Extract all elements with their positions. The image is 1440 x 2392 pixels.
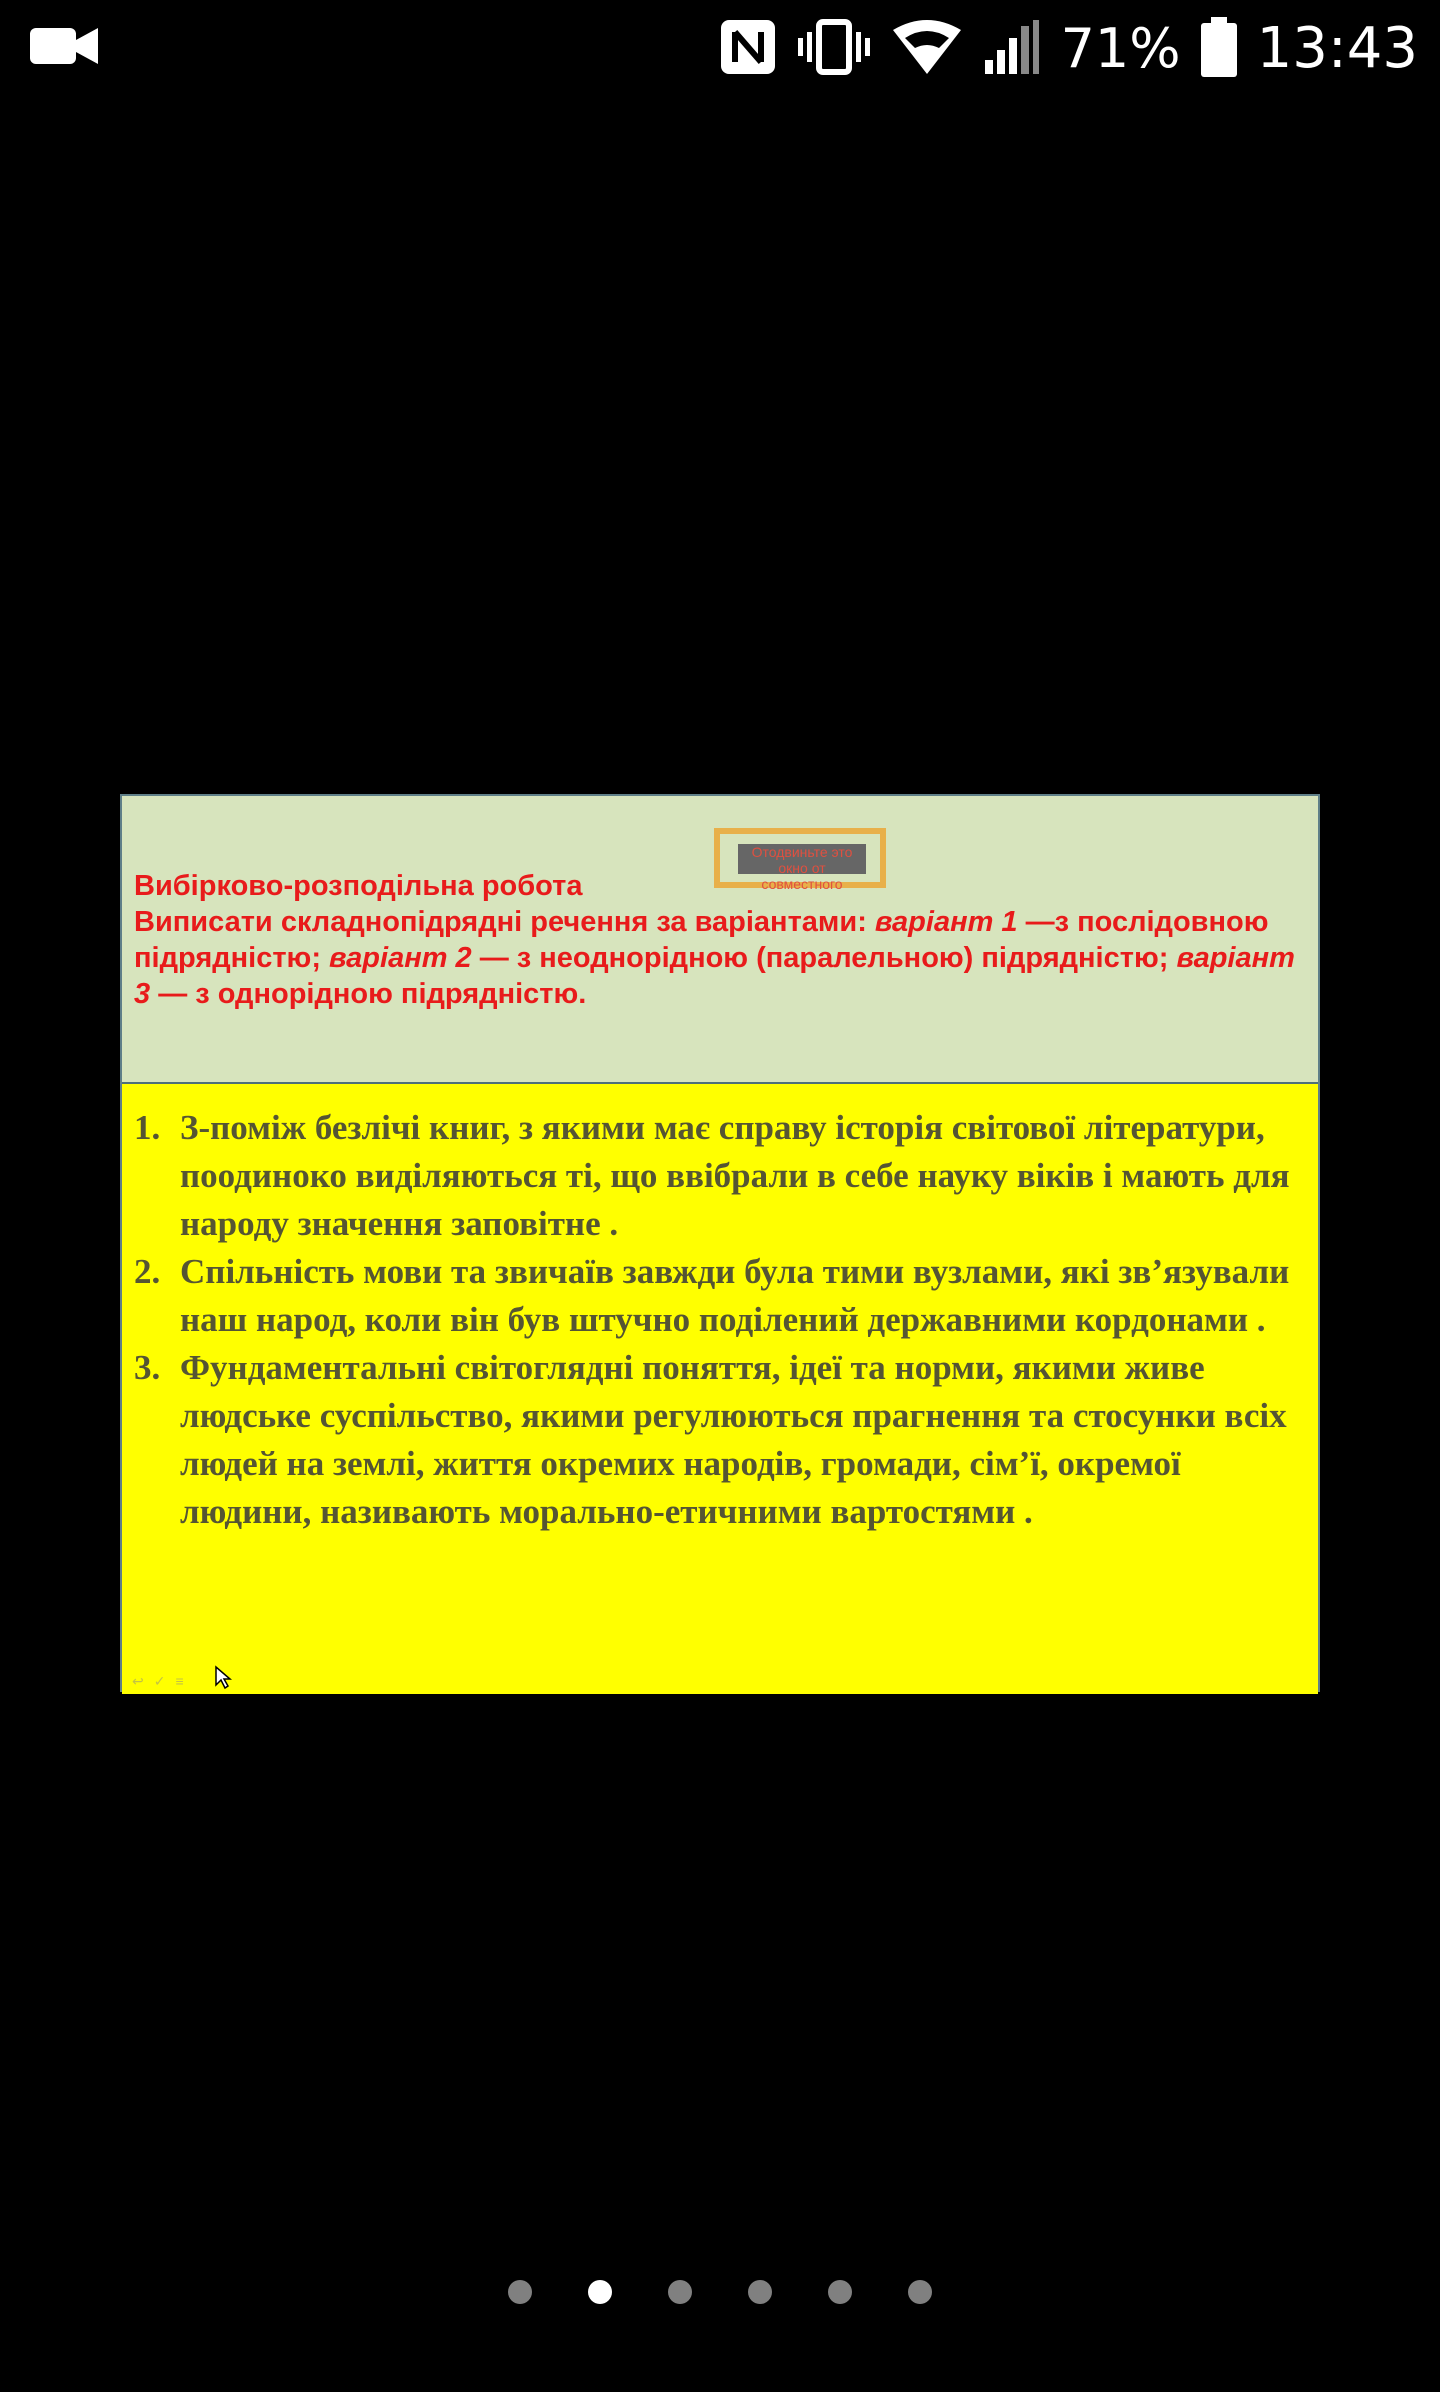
- page-indicator-dot[interactable]: [748, 2280, 772, 2304]
- pagination-dots: [0, 2272, 1440, 2312]
- pen-icon: ✓: [153, 1672, 166, 1689]
- list-item: [134, 1248, 1304, 1344]
- variant1-label: варіант 1: [874, 906, 1018, 938]
- variant3-rest: — з однорідною підрядністю.: [150, 978, 587, 1010]
- task-instructions: [134, 904, 1314, 1012]
- item-text: Спільність мови та звичаїв завжди була тими вузлами, які зв’язували наш народ, коли він був штучно поділений державними кордонами .: [180, 1252, 1290, 1339]
- page-indicator-dot[interactable]: [508, 2280, 532, 2304]
- variant3-label: варіант 3: [134, 942, 1295, 1010]
- task-text: [134, 868, 1314, 1012]
- variant2-rest: — з неоднорідною (паралельною) підрядністю;: [471, 942, 1177, 974]
- page-indicator-dot[interactable]: [668, 2280, 692, 2304]
- slide-mini-toolbar: [132, 1670, 184, 1692]
- item-number: 3.: [134, 1348, 161, 1387]
- list-item: [134, 1104, 1304, 1248]
- battery-icon: [1201, 17, 1237, 82]
- page-indicator-dot[interactable]: [828, 2280, 852, 2304]
- mouse-cursor-icon: [214, 1665, 232, 1694]
- slide-image[interactable]: [120, 794, 1320, 1692]
- video-camera-icon: [28, 22, 100, 75]
- vibrate-icon: [797, 18, 871, 81]
- slide-body: [122, 1084, 1318, 1694]
- item-text: Фундаментальні світоглядні поняття, ідеї та норми, якими живе людське суспільство, якими регулюються прагнення та стосунки всіх людей на землі, життя окремих народів, громади, сім’ї, окремої людини, називають морально-етичними вартостями .: [180, 1348, 1287, 1531]
- item-number: 1.: [134, 1108, 161, 1147]
- overlay-text: Отодвиньте это окно от совместного: [738, 844, 866, 874]
- wifi-icon: [891, 18, 963, 81]
- status-right: [719, 14, 1418, 84]
- menu-icon: ≡: [175, 1673, 184, 1689]
- slide-header: [122, 796, 1318, 1084]
- variant2-label: варіант 2: [329, 942, 472, 974]
- list-item: [134, 1344, 1304, 1536]
- item-text: З-поміж безлічі книг, з якими має справу історія світової літератури, поодиноко виділяються ті, що ввібрали в себе науку віків і мають для народу значення заповітне .: [180, 1108, 1290, 1243]
- status-bar: [0, 0, 1440, 100]
- cell-signal-icon: [983, 18, 1041, 81]
- clock: 13:43: [1256, 16, 1418, 81]
- back-arrow-icon: ↩: [132, 1672, 144, 1689]
- task-title: Вибірково-розподільна робота: [134, 870, 583, 902]
- task-part1: Виписати складнопідрядні речення за варіантами:: [134, 906, 875, 938]
- page-indicator-dot[interactable]: [908, 2280, 932, 2304]
- item-number: 2.: [134, 1252, 161, 1291]
- sentence-list: [134, 1104, 1304, 1536]
- nfc-icon: [719, 18, 777, 81]
- page-indicator-dot[interactable]: [588, 2280, 612, 2304]
- battery-percent: 71%: [1060, 17, 1181, 80]
- variant1-rest: —з послідовною підрядністю;: [134, 906, 1269, 974]
- status-left: [28, 22, 100, 75]
